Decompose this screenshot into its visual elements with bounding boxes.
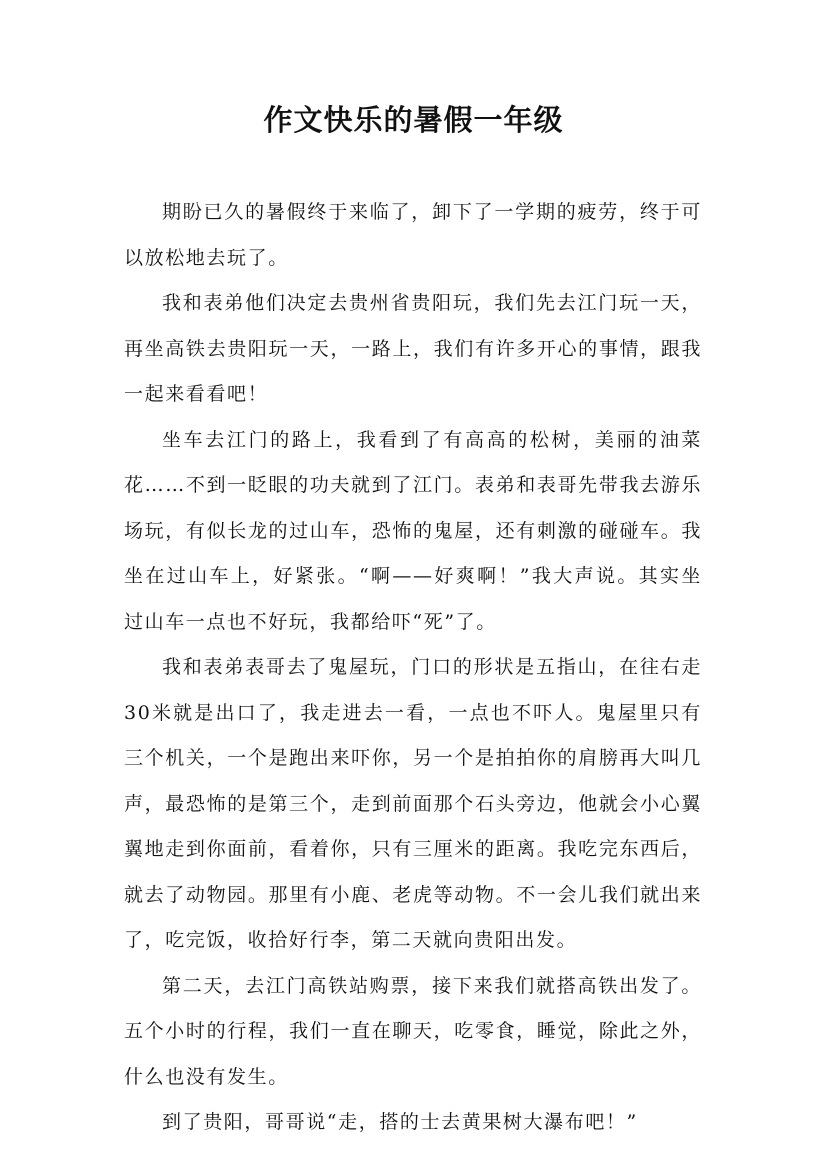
paragraph-2: 我和表弟他们决定去贵州省贵阳玩，我们先去江门玩一天，再坐高铁去贵阳玩一天，一路上，我们有许多开心的事情，跟我一起来看看吧！	[124, 292, 702, 405]
document-title: 作文快乐的暑假一年级	[263, 103, 564, 137]
paragraph-6: 到了贵阳，哥哥说“走，搭的士去黄果树大瀑布吧！”	[162, 1111, 638, 1133]
paragraph-3: 坐车去江门的路上，我看到了有高高的松树，美丽的油菜花……不到一眨眼的功夫就到了江门。表弟和表哥先带我去游乐场玩，有似长龙的过山车，恐怖的鬼屋，还有刺激的碰碰车。我坐在过山车上，好紧张。“啊——好爽啊！”我大声说。其实坐过山车一点也不好玩，我都给吓“死”了。	[124, 428, 702, 633]
paragraph-4: 我和表弟表哥去了鬼屋玩，门口的形状是五指山，在往右走30米就是出口了，我走进去一看，一点也不吓人。鬼屋里只有三个机关，一个是跑出来吓你，另一个是拍拍你的肩膀再大叫几声，最恐怖的是第三个，走到前面那个石头旁边，他就会小心翼翼地走到你面前，看着你，只有三厘米的距离。我吃完东西后，就去了动物园。那里有小鹿、老虎等动物。不一会儿我们就出来了，吃完饭，收拾好行李，第二天就向贵阳出发。	[124, 656, 702, 951]
document-body	[124, 190, 702, 1146]
paragraph-1: 期盼已久的暑假终于来临了，卸下了一学期的疲劳，终于可以放松地去玩了。	[124, 201, 702, 269]
paragraph-5: 第二天，去江门高铁站购票，接下来我们就搭高铁出发了。五个小时的行程，我们一直在聊天，吃零食，睡觉，除此之外，什么也没有发生。	[124, 974, 702, 1088]
